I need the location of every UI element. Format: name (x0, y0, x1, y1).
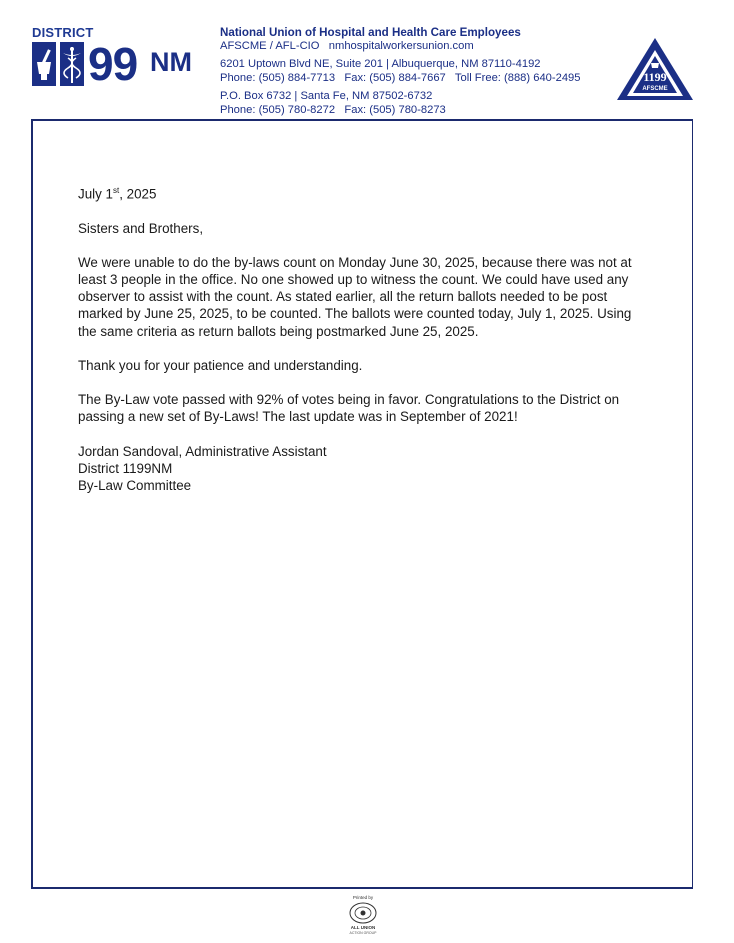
signature-committee: By-Law Committee (78, 477, 192, 493)
address-line: 6201 Uptown Blvd NE, Suite 201 | Albuquerque, NM 87110-4192 (220, 58, 541, 71)
logo-suffix: NM (150, 47, 192, 77)
salutation: Sisters and Brothers, (78, 220, 204, 236)
seal-label: AFSCME (642, 86, 668, 92)
website-link[interactable]: nmhospitalworkersunion.com (328, 39, 474, 52)
union-print-bug (340, 895, 386, 937)
org-name: National Union of Hospital and Health Care Employees (220, 26, 521, 39)
signature-block (78, 443, 653, 495)
logo-number: 99 (88, 38, 138, 90)
po-box-line: P.O. Box 6732 | Santa Fe, NM 87502-6732 (220, 90, 433, 103)
signature-org: District 1199NM (78, 460, 173, 476)
affiliation: AFSCME / AFL-CIO (220, 39, 320, 52)
bug-top-text: Printed by (352, 895, 374, 900)
bug-bottom-text: ALL UNION (350, 925, 376, 930)
affiliation-line (220, 40, 581, 54)
signature-name: Jordan Sandoval, Administrative Assistant (78, 443, 327, 459)
paragraph-ballot-count: We were unable to do the by-laws count on Monday June 30, 2025, because there was not at least 3 people in the office. No one showed up to witness the count. We could have used any observer to assist with the count. As stated earlier, all the return ballots needed to be post marked by June 25, 2025, to be counted. The ballots were counted today, July 1, 2025. Using the same criteria as return ballots being postmarked June 25, 2025. (78, 254, 632, 339)
bug-small-text: ACTION GROUP (349, 931, 377, 935)
paragraph-thanks: Thank you for your patience and understanding. (78, 357, 363, 373)
po-phone-line: Phone: (505) 780-8272 Fax: (505) 780-8273 (220, 103, 446, 116)
letterhead-contact (220, 26, 581, 118)
letter-body (78, 182, 653, 494)
phone-line: Phone: (505) 884-7713 Fax: (505) 884-7667 Toll Free: (888) 640-2495 (220, 71, 581, 84)
letter-date: July 1st, 2025 (78, 186, 157, 202)
district-logo (32, 25, 212, 93)
seal-number: 1199 (643, 70, 667, 84)
paragraph-vote-result: The By-Law vote passed with 92% of votes being in favor. Congratulations to the District on passing a new set of By-Laws! The last update was in September of 2021! (78, 392, 620, 425)
district-word: DISTRICT (32, 25, 94, 40)
afscme-1199-seal (615, 36, 695, 102)
union-bug-emblem-icon (349, 901, 377, 925)
